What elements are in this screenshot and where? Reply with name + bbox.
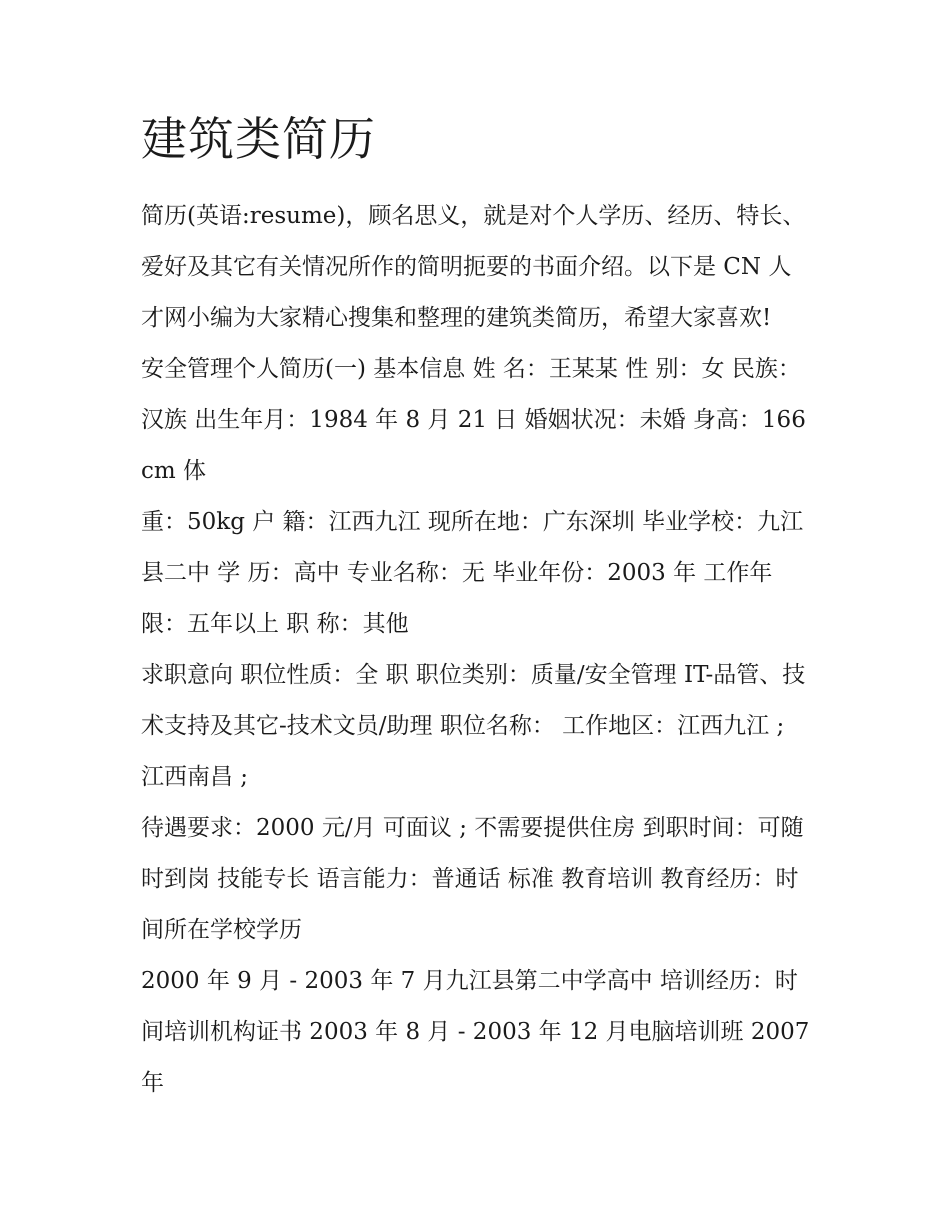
personal-details-paragraph: 重：50kg 户 籍：江西九江 现所在地：广东深圳 毕业学校：九江县二中 学 历：高中 专业名称：无 毕业年份：2003 年 工作年限：五年以上 职 称：其他: [141, 509, 804, 638]
education-training-paragraph: 2000 年 9 月 - 2003 年 7 月九江县第二中学高中 培训经历：时间培训机构证书 2003 年 8 月 - 2003 年 12 月电脑培训班 2007 年: [141, 968, 810, 1097]
intro-paragraph: 简历(英语:resume)，顾名思义，就是对个人学历、经历、特长、爱好及其它有关情况所作的简明扼要的书面介绍。以下是 CN 人才网小编为大家精心搜集和整理的建筑类简历，希望大家喜欢!: [141, 203, 806, 332]
job-intention-paragraph: 求职意向 职位性质：全 职 职位类别：质量/安全管理 IT-品管、技术支持及其它-技术文员/助理 职位名称： 工作地区：江西九江 ; 江西南昌 ;: [141, 662, 806, 791]
salary-skills-paragraph: 待遇要求：2000 元/月 可面议 ; 不需要提供住房 到职时间：可随时到岗 技能专长 语言能力：普通话 标准 教育培训 教育经历：时间所在学校学历: [141, 815, 804, 944]
basic-info-paragraph: 安全管理个人简历(一) 基本信息 姓 名：王某某 性 别：女 民族：汉族 出生年月：1984 年 8 月 21 日 婚姻状况：未婚 身高：166cm 体: [141, 356, 806, 485]
document-page: [141, 112, 813, 1109]
document-title: 建筑类简历: [141, 112, 376, 166]
